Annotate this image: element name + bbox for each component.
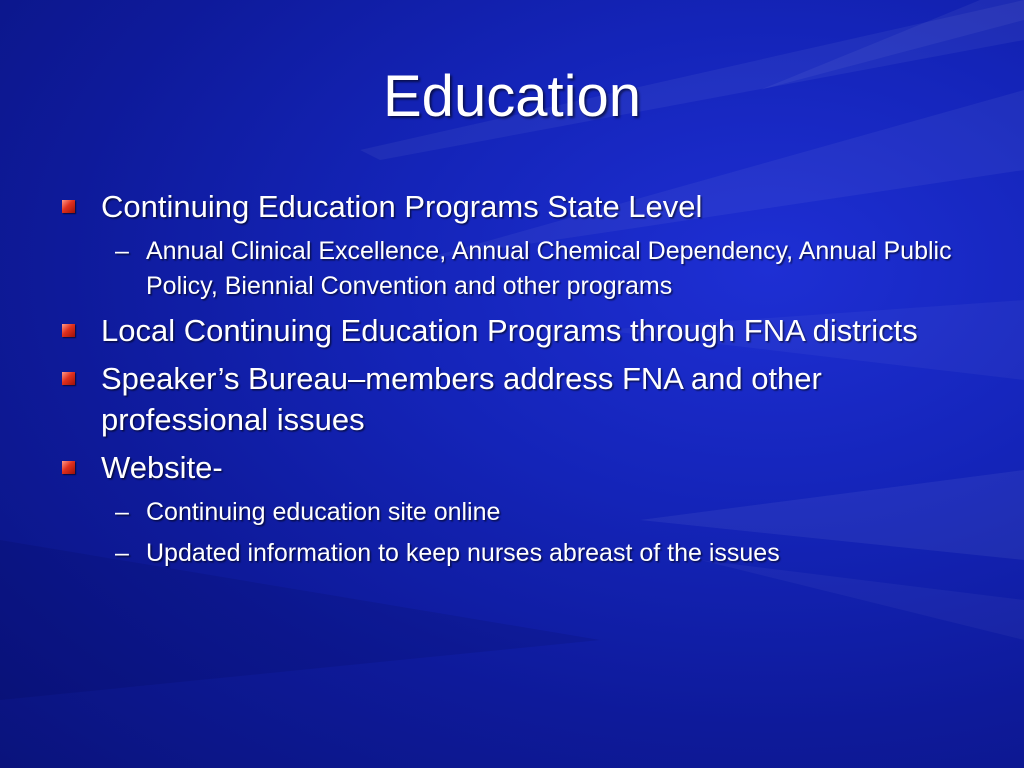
sub-bullet-item [58,495,958,530]
bullet-text: Speaker’s Bureau–members address FNA and other professional issues [101,361,822,437]
bullet-text: Local Continuing Education Programs through FNA districts [101,313,918,348]
bullet-item [58,186,958,227]
sub-bullet-item [58,234,958,304]
square-bullet-icon [62,200,75,213]
slide-title: Education [383,64,641,129]
sub-list [58,495,958,571]
bullet-text: Continuing Education Programs State Level [101,189,703,224]
sub-bullet-text: Updated information to keep nurses abreast of the issues [146,539,780,567]
sub-bullet-item [58,536,958,571]
bullet-item [58,358,958,440]
sub-list [58,234,958,304]
bullet-item [58,310,958,351]
dash-bullet-icon: – [115,237,129,265]
sub-bullet-text: Annual Clinical Excellence, Annual Chemical Dependency, Annual Public Policy, Biennial Convention and other programs [146,237,952,300]
dash-bullet-icon: – [115,498,129,526]
dash-bullet-icon: – [115,539,129,567]
sub-bullet-text: Continuing education site online [146,498,501,526]
square-bullet-icon [62,324,75,337]
square-bullet-icon [62,461,75,474]
bullet-item [58,447,958,488]
square-bullet-icon [62,372,75,385]
slide-body [58,186,958,577]
bullet-text: Website- [101,450,223,485]
